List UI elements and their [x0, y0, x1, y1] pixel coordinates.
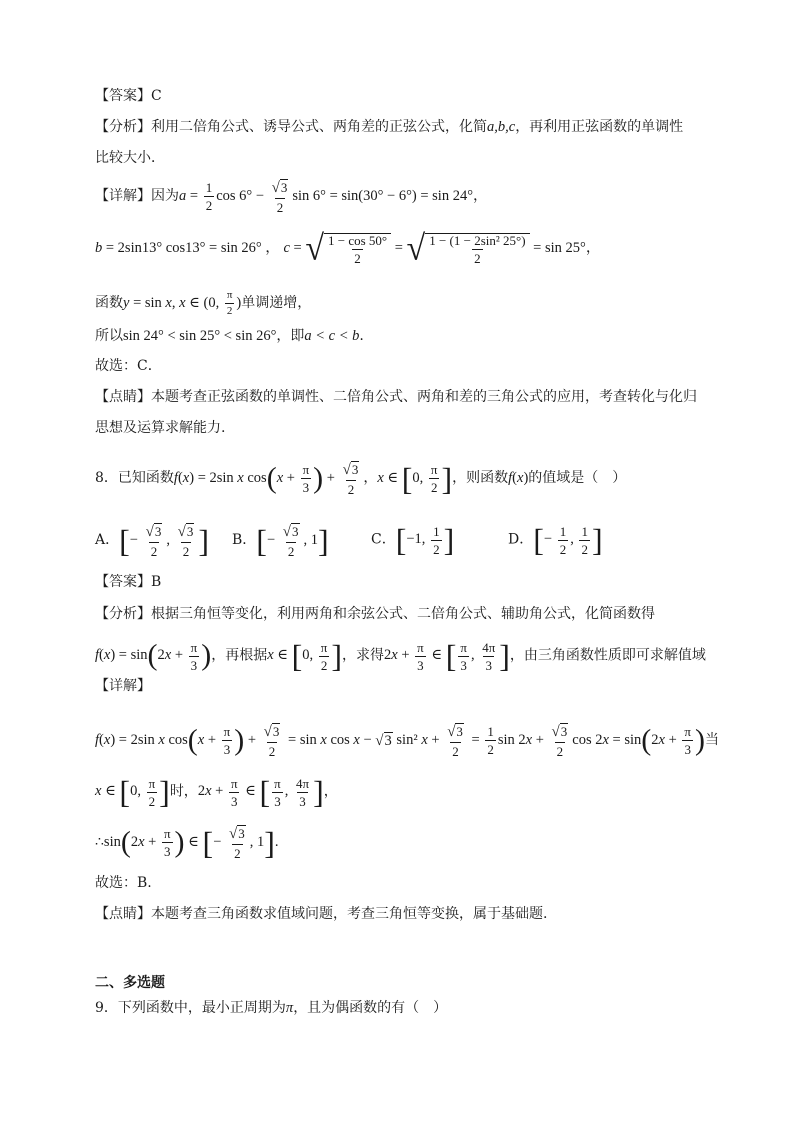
- option-b-label: B．: [232, 532, 257, 549]
- comment-text: 本题考查三角函数求值域问题，考查三角恒等变换，属于基础题.: [151, 906, 548, 922]
- q7-detail-line2: [95, 229, 601, 268]
- analysis-fx: f(x) = sin(2x + $\frac{\pi}{3}$ ): [95, 639, 212, 673]
- option-c-value: [−1, $\frac{1}{2}$ ]: [395, 522, 455, 558]
- q8-stem-mid: ，: [363, 470, 378, 487]
- analysis-then: ，再根据: [211, 647, 268, 664]
- detail-derivation: f(x) = 2sin x cos(x + $\frac{\pi}{3}$ ) + $\frac{√3}{2}$ = sin x cos x − √3 sin² x + $\frac{√3}{2}$ = $\frac{1}{2}$ sin 2x + $\frac{√3}{2}$ cos 2x = sin(2x + $\frac{\pi}{3}$ ): [95, 723, 705, 759]
- detail-when: 当: [704, 732, 719, 749]
- detail-domain: x ∈ [0, $\frac{\pi}{2}$ ]: [95, 774, 170, 810]
- analysis-domain: x ∈ [0, $\frac{\pi}{2}$ ]: [267, 638, 343, 674]
- so-ineq: sin 24° < sin 25° < sin 26°: [123, 328, 277, 344]
- formula-a: a = $\frac{1}{2}$ cos 6° − $\frac{√3}{2}$ sin 6° = sin(30° − 6°) = sin 24°，: [179, 179, 488, 215]
- option-d-label: D．: [508, 531, 534, 548]
- q7-detail-line3: [95, 290, 311, 317]
- q9-stem-prefix: 下列函数中，最小正周期为: [117, 1000, 286, 1016]
- option-a-label: A．: [95, 532, 120, 549]
- q8-analysis-line1: [95, 604, 655, 624]
- q7-answer-line: [95, 86, 162, 106]
- q8-detail-line2: [95, 776, 338, 808]
- section-title: 二、多选题: [95, 975, 165, 991]
- so-ji: ，即: [276, 328, 305, 344]
- detail-range: 2x + $\frac{\pi}{3}$ ∈ [ $\frac{\pi}{3}$ , $\frac{4\pi}{3}$ ]: [197, 774, 324, 810]
- monotone-suffix: 单调递增，: [241, 294, 312, 311]
- q8-comment-line1: [95, 904, 547, 924]
- q8-option-b: [232, 524, 329, 558]
- q8-analysis-line2: [95, 640, 706, 672]
- comment-tag: 【点睛】: [95, 389, 151, 405]
- detail-tag: 【详解】: [95, 678, 151, 694]
- q8-stem: [95, 462, 626, 496]
- monotone-formula: y = sin x, x ∈ (0, $\frac{\pi}{2}$ ): [123, 289, 242, 317]
- detail-shi: 时，: [169, 783, 198, 800]
- option-b-value: [− $\frac{√3}{2}$ , 1]: [256, 522, 329, 559]
- detail-tag: 【详解】: [95, 188, 151, 205]
- q7-detail-line4: 所以sin 24° < sin 25° < sin 26°，即a < c < b.: [95, 328, 364, 344]
- q7-detail-line1: [95, 180, 488, 214]
- option-a-value: [− $\frac{√3}{2}$ , $\frac{√3}{2}$ ]: [119, 522, 209, 559]
- analysis-text: 根据三角恒等变化，利用两角和余弦公式、二倍角公式、辅助角公式，化简函数得: [151, 606, 655, 622]
- answer-value: C: [151, 88, 162, 104]
- q8-stem-prefix: 已知函数: [117, 470, 174, 487]
- option-c-label: C．: [371, 531, 396, 548]
- answer-tag: 【答案】: [95, 88, 151, 104]
- analysis-vars: a,b,c: [487, 119, 516, 135]
- so-result: a < c < b: [304, 328, 360, 344]
- q8-detail-tag-line: [95, 676, 151, 696]
- monotone-prefix: 函数: [95, 294, 123, 311]
- analysis-get: ，求得: [342, 647, 385, 664]
- q8-domain: x ∈ [0, $\frac{\pi}{2}$ ]: [377, 460, 453, 497]
- analysis-text-b: ，再利用正弦函数的单调性: [515, 119, 684, 135]
- detail-because: 因为: [151, 188, 179, 205]
- q7-choose: 故选：C．: [95, 358, 162, 374]
- q8-detail-line1: [95, 724, 719, 758]
- q9-pi: π: [285, 1000, 294, 1016]
- q8-option-d: [508, 524, 603, 556]
- so-prefix: 所以: [95, 328, 123, 344]
- q8-answer-line: [95, 572, 161, 592]
- analysis-text: 利用二倍角公式、诱导公式、两角差的正弦公式，化简: [151, 119, 487, 135]
- detail-result: sin(2x + $\frac{\pi}{3}$ ) ∈ [− $\frac{√3}{2}$ , 1].: [103, 824, 279, 861]
- therefore-sign: ∴: [95, 834, 104, 851]
- comment-text: 本题考查正弦函数的单调性、二倍角公式、两角和差的三角公式的应用，考查转化与化归: [151, 389, 697, 405]
- q8-stem-suffix: ，则函数: [452, 470, 509, 487]
- q9-stem-suffix: ，且为偶函数的有（ ）: [293, 1000, 448, 1016]
- analysis-range: 2x + $\frac{\pi}{3}$ ∈ [ $\frac{\pi}{3}$ , $\frac{4\pi}{3}$ ]: [384, 638, 510, 674]
- analysis-tag: 【分析】: [95, 606, 151, 622]
- q8-number: 8．: [95, 470, 118, 487]
- q8-function: f(x) = 2sin x cos(x + $\frac{\pi}{3}$ ) + $\frac{√3}{2}$: [173, 461, 359, 497]
- detail-comma: ，: [323, 783, 338, 800]
- q7-comment-line1: [95, 387, 697, 407]
- q7-comment-line2: 思想及运算求解能力.: [95, 420, 226, 436]
- q8-detail-line3: [95, 826, 279, 860]
- q8-option-c: [371, 524, 454, 556]
- q8-fx: f(x): [508, 470, 529, 487]
- option-d-value: [− $\frac{1}{2}$ , $\frac{1}{2}$ ]: [533, 522, 603, 558]
- analysis-tag: 【分析】: [95, 119, 151, 135]
- q7-analysis-line1: [95, 117, 683, 137]
- q9-number: 9．: [95, 1000, 118, 1016]
- analysis-end: ，由三角函数性质即可求解值域: [509, 647, 706, 664]
- q8-stem-end: 的值域是（ ）: [528, 470, 627, 487]
- formula-b-c: b = 2sin13° cos13° = sin 26° ， c = √ $\frac{1 - \cos 50^\circ}{2}$ = √ $\frac{\text{1 − (1 − 2sin² 25°)}}{2}$ = sin 25°，: [95, 229, 601, 268]
- q7-analysis-line2: 比较大小．: [95, 150, 165, 166]
- answer-tag: 【答案】: [95, 574, 151, 590]
- q8-option-a: [95, 524, 209, 558]
- answer-value: B: [151, 574, 162, 590]
- q9-stem: [95, 998, 447, 1018]
- comment-tag: 【点睛】: [95, 906, 151, 922]
- q8-choose: 故选：B.: [95, 875, 152, 891]
